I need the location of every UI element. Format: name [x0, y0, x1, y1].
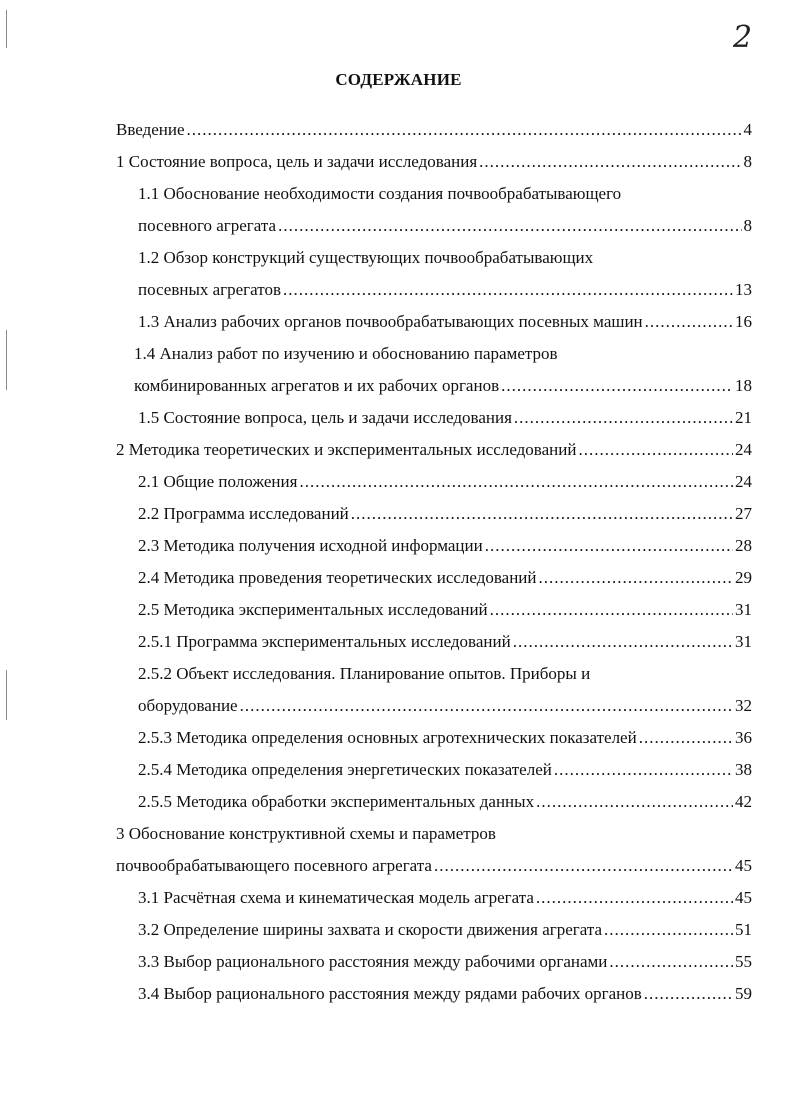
- toc-entry-text: 1.4 Анализ работ по изучению и обоснованию параметров: [134, 344, 558, 363]
- dot-leader: [609, 949, 733, 975]
- dot-leader: [485, 533, 733, 559]
- toc-entry-text: 2.4 Методика проведения теоретических исследований: [138, 568, 537, 587]
- toc-entry: [138, 277, 752, 303]
- toc-entry: [134, 341, 752, 367]
- toc-entry-text: 2 Методика теоретических и экспериментальных исследований: [116, 440, 577, 459]
- toc-entry-text: оборудование: [138, 696, 238, 715]
- toc-entry: [138, 693, 752, 719]
- dot-leader: [644, 981, 733, 1007]
- dot-leader: [278, 213, 741, 239]
- toc-entry-text: 1.2 Обзор конструкций существующих почвообрабатывающих: [138, 248, 594, 267]
- toc-entry-page: 51: [735, 920, 752, 939]
- toc-entry: [116, 149, 752, 175]
- toc-entry-page: 31: [735, 632, 752, 651]
- toc-entry: [116, 437, 752, 463]
- toc-entry: [134, 373, 752, 399]
- toc-entry: [138, 597, 752, 623]
- toc-entry-page: 42: [735, 792, 752, 811]
- toc-entry: [138, 789, 752, 815]
- toc-entry: [138, 981, 752, 1007]
- dot-leader: [479, 149, 741, 175]
- toc-entry-text: 2.2 Программа исследований: [138, 504, 349, 523]
- toc-entry-page: 4: [743, 120, 752, 139]
- dot-leader: [578, 437, 733, 463]
- toc-entry-page: 31: [735, 600, 752, 619]
- toc-entry-text: 2.3 Методика получения исходной информации: [138, 536, 483, 555]
- toc-entry-text: посевного агрегата: [138, 216, 277, 235]
- toc-entry: [138, 885, 752, 911]
- toc-entry-text: 3.3 Выбор рационального расстояния между рабочими органами: [138, 952, 608, 971]
- toc-entry-page: 45: [735, 856, 752, 875]
- page-title: СОДЕРЖАНИЕ: [335, 70, 462, 89]
- toc-entry-page: 13: [735, 280, 752, 299]
- toc-entry-page: 8: [743, 152, 752, 171]
- toc-entry: [138, 405, 752, 431]
- toc-entry: [138, 309, 752, 335]
- toc-entry: [138, 181, 752, 207]
- toc-entry-page: 36: [735, 728, 752, 747]
- toc-entry-page: 28: [735, 536, 752, 555]
- dot-leader: [539, 565, 733, 591]
- dot-leader: [501, 373, 733, 399]
- dot-leader: [187, 117, 742, 143]
- toc-entry: [116, 821, 752, 847]
- toc-entry-page: 16: [735, 312, 752, 331]
- toc-entry-page: 27: [735, 504, 752, 523]
- dot-leader: [513, 629, 733, 655]
- dot-leader: [536, 789, 733, 815]
- margin-mark: [6, 330, 7, 390]
- toc-entry-text: почвообрабатывающего посевного агрегата: [116, 856, 432, 875]
- dot-leader: [604, 917, 733, 943]
- toc-entry-text: 3.2 Определение ширины захвата и скорости движения агрегата: [138, 920, 603, 939]
- dot-leader: [240, 693, 733, 719]
- toc-entry-text: 2.5.5 Методика обработки экспериментальных данных: [138, 792, 535, 811]
- toc-entry: [138, 725, 752, 751]
- toc-entry-page: 45: [735, 888, 752, 907]
- dot-leader: [639, 725, 733, 751]
- dot-leader: [351, 501, 733, 527]
- toc-entry-page: 59: [735, 984, 752, 1003]
- toc-entry-text: 3 Обоснование конструктивной схемы и параметров: [116, 824, 496, 843]
- toc-entry-text: комбинированных агрегатов и их рабочих органов: [134, 376, 500, 395]
- toc-entry: [138, 661, 752, 687]
- toc-entry: [138, 469, 752, 495]
- toc-entry-page: 55: [735, 952, 752, 971]
- toc-entry: [116, 117, 752, 143]
- toc-entry: [138, 245, 752, 271]
- toc-entry-page: 24: [735, 440, 752, 459]
- dot-leader: [645, 309, 733, 335]
- toc-entry: [138, 213, 752, 239]
- toc-entry: [138, 917, 752, 943]
- toc-entry-page: 29: [735, 568, 752, 587]
- toc-entry: [138, 757, 752, 783]
- dot-leader: [434, 853, 733, 879]
- toc-entry-text: 2.5 Методика экспериментальных исследований: [138, 600, 488, 619]
- margin-mark: [6, 10, 7, 48]
- dot-leader: [490, 597, 733, 623]
- toc-entry-text: 2.5.2 Объект исследования. Планирование опытов. Приборы и: [138, 664, 591, 683]
- toc-entry-text: 2.5.1 Программа экспериментальных исследований: [138, 632, 511, 651]
- toc-entry: [138, 629, 752, 655]
- toc-entry-text: 2.1 Общие положения: [138, 472, 298, 491]
- toc-entry-page: 21: [735, 408, 752, 427]
- toc-entry: [138, 501, 752, 527]
- dot-leader: [283, 277, 733, 303]
- toc-entry-text: 3.1 Расчётная схема и кинематическая модель агрегата: [138, 888, 534, 907]
- toc-entry-text: посевных агрегатов: [138, 280, 281, 299]
- toc-entry-page: 38: [735, 760, 752, 779]
- toc-entry-text: Введение: [116, 120, 185, 139]
- toc-entry-text: 3.4 Выбор рационального расстояния между рядами рабочих органов: [138, 984, 642, 1003]
- toc-entry-text: 1.1 Обоснование необходимости создания почвообрабатывающего: [138, 184, 622, 203]
- toc-entry: [138, 533, 752, 559]
- dot-leader: [536, 885, 733, 911]
- toc-entry-page: 8: [743, 216, 752, 235]
- toc-entry: [138, 949, 752, 975]
- toc-entry: [116, 853, 752, 879]
- toc-entry-page: 32: [735, 696, 752, 715]
- dot-leader: [299, 469, 733, 495]
- toc-entry-page: 24: [735, 472, 752, 491]
- toc-entry: [138, 565, 752, 591]
- toc-entry-page: 18: [735, 376, 752, 395]
- toc-entry-text: 1 Состояние вопроса, цель и задачи исследования: [116, 152, 478, 171]
- margin-mark: [6, 670, 7, 720]
- toc-entry-text: 1.5 Состояние вопроса, цель и задачи исследования: [138, 408, 512, 427]
- dot-leader: [554, 757, 733, 783]
- toc-entry-text: 2.5.3 Методика определения основных агротехнических показателей: [138, 728, 637, 747]
- toc-entry-text: 2.5.4 Методика определения энергетических показателей: [138, 760, 552, 779]
- toc-entry-text: 1.3 Анализ рабочих органов почвообрабатывающих посевных машин: [138, 312, 643, 331]
- handwritten-page-mark: 2: [733, 20, 753, 55]
- dot-leader: [514, 405, 733, 431]
